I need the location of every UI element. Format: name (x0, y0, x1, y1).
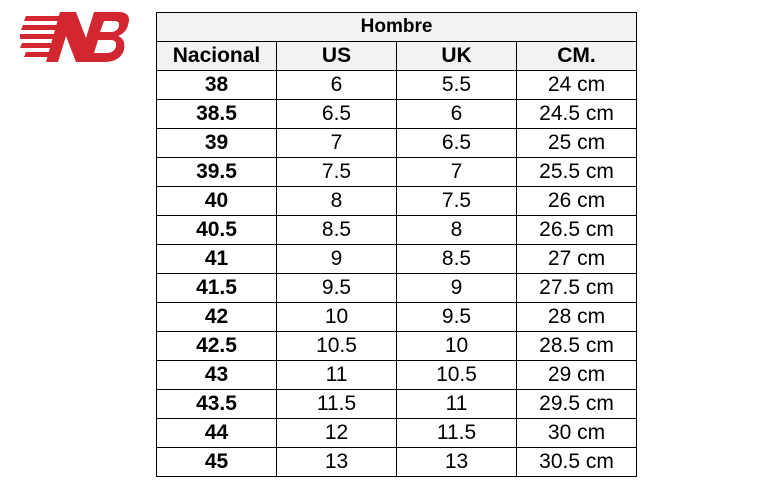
uk-cell: 7 (397, 158, 517, 187)
uk-cell: 8 (397, 216, 517, 245)
cm-cell: 29 cm (517, 361, 637, 390)
us-cell: 11.5 (277, 390, 397, 419)
table-row (157, 274, 637, 303)
nacional-cell: 40 (157, 187, 277, 216)
uk-cell: 11.5 (397, 419, 517, 448)
nacional-cell: 39.5 (157, 158, 277, 187)
header-us: US (277, 42, 397, 71)
header-row (157, 42, 637, 71)
uk-cell: 9 (397, 274, 517, 303)
size-chart-table (156, 12, 637, 477)
nacional-cell: 38.5 (157, 100, 277, 129)
nacional-cell: 41.5 (157, 274, 277, 303)
us-cell: 9.5 (277, 274, 397, 303)
uk-cell: 6.5 (397, 129, 517, 158)
nacional-cell: 40.5 (157, 216, 277, 245)
us-cell: 12 (277, 419, 397, 448)
us-cell: 9 (277, 245, 397, 274)
table-row (157, 71, 637, 100)
us-cell: 7.5 (277, 158, 397, 187)
nacional-cell: 45 (157, 448, 277, 477)
us-cell: 10.5 (277, 332, 397, 361)
nacional-cell: 39 (157, 129, 277, 158)
cm-cell: 30.5 cm (517, 448, 637, 477)
uk-cell: 9.5 (397, 303, 517, 332)
nacional-cell: 38 (157, 71, 277, 100)
table-row (157, 216, 637, 245)
table-row (157, 100, 637, 129)
us-cell: 6 (277, 71, 397, 100)
cm-cell: 24 cm (517, 71, 637, 100)
cm-cell: 25.5 cm (517, 158, 637, 187)
cm-cell: 29.5 cm (517, 390, 637, 419)
nacional-cell: 42 (157, 303, 277, 332)
nacional-cell: 43.5 (157, 390, 277, 419)
cm-cell: 26.5 cm (517, 216, 637, 245)
table-row (157, 419, 637, 448)
uk-cell: 10 (397, 332, 517, 361)
nacional-cell: 44 (157, 419, 277, 448)
table-title: Hombre (157, 13, 637, 42)
uk-cell: 6 (397, 100, 517, 129)
cm-cell: 27.5 cm (517, 274, 637, 303)
cm-cell: 26 cm (517, 187, 637, 216)
nacional-cell: 42.5 (157, 332, 277, 361)
uk-cell: 8.5 (397, 245, 517, 274)
table-row (157, 245, 637, 274)
nacional-cell: 43 (157, 361, 277, 390)
table-row (157, 390, 637, 419)
header-nacional: Nacional (157, 42, 277, 71)
us-cell: 6.5 (277, 100, 397, 129)
us-cell: 7 (277, 129, 397, 158)
table-row (157, 158, 637, 187)
table-row (157, 448, 637, 477)
cm-cell: 27 cm (517, 245, 637, 274)
table-row (157, 303, 637, 332)
cm-cell: 25 cm (517, 129, 637, 158)
cm-cell: 24.5 cm (517, 100, 637, 129)
new-balance-logo (20, 8, 130, 66)
table-row (157, 129, 637, 158)
header-uk: UK (397, 42, 517, 71)
table-row (157, 361, 637, 390)
us-cell: 10 (277, 303, 397, 332)
uk-cell: 11 (397, 390, 517, 419)
table-row (157, 187, 637, 216)
table-row (157, 332, 637, 361)
cm-cell: 28.5 cm (517, 332, 637, 361)
nacional-cell: 41 (157, 245, 277, 274)
cm-cell: 30 cm (517, 419, 637, 448)
us-cell: 13 (277, 448, 397, 477)
header-cm: CM. (517, 42, 637, 71)
us-cell: 11 (277, 361, 397, 390)
uk-cell: 10.5 (397, 361, 517, 390)
uk-cell: 5.5 (397, 71, 517, 100)
uk-cell: 13 (397, 448, 517, 477)
us-cell: 8 (277, 187, 397, 216)
cm-cell: 28 cm (517, 303, 637, 332)
uk-cell: 7.5 (397, 187, 517, 216)
us-cell: 8.5 (277, 216, 397, 245)
